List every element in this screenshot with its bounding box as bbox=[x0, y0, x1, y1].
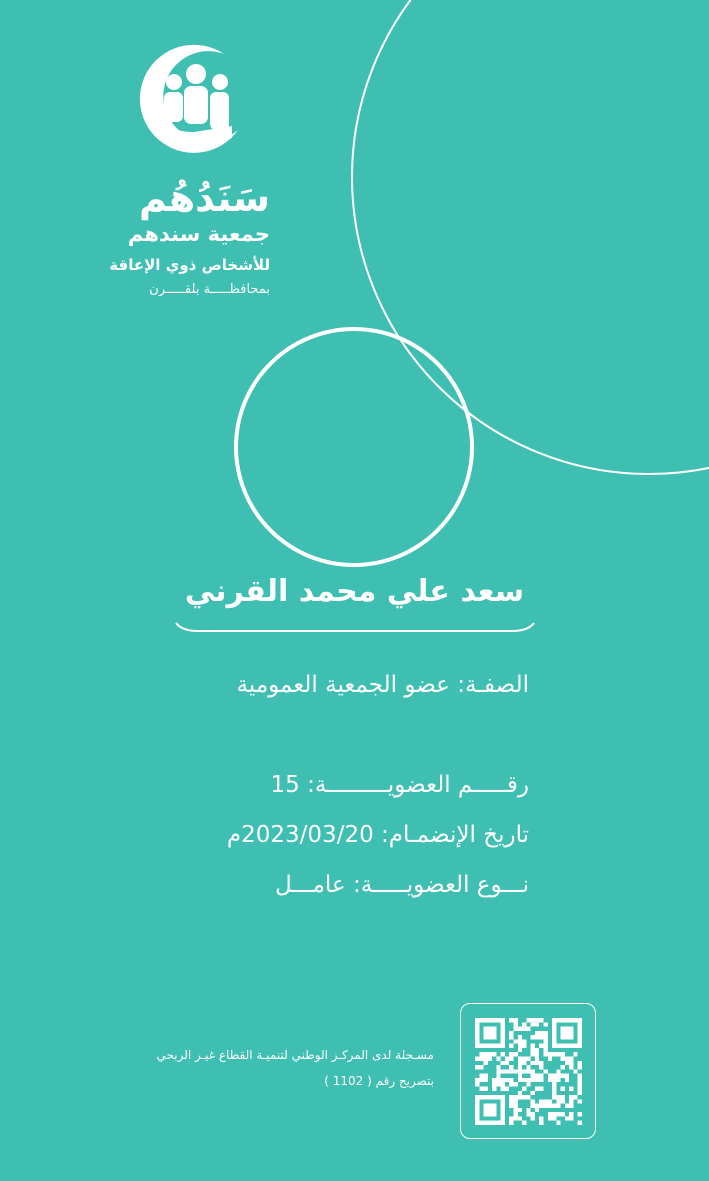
association-name: جمعية سندهم bbox=[127, 222, 270, 246]
member-role: الصفـة: عضو الجمعية العمومية bbox=[236, 672, 529, 698]
membership-number: رقـــــم العضويـــــــــة: 15 bbox=[270, 772, 529, 798]
logo-wordmark: سَنَدُهُم bbox=[139, 176, 270, 220]
join-date: تاريخ الإنضمـام: 2023/03/20م bbox=[226, 822, 529, 848]
qr-code bbox=[475, 1018, 582, 1125]
registration-note: مسـجلة لدى المركـز الوطني لتنميـة القطاع غيـر الربحي bbox=[156, 1048, 434, 1062]
permit-number: بتصريح رقم ( 1102 ) bbox=[324, 1074, 434, 1088]
association-tagline: للأشخاص ذوي الإعاقة bbox=[109, 256, 270, 274]
people-in-hand-icon bbox=[136, 40, 256, 160]
member-name: سعد علي محمد القرني bbox=[184, 574, 525, 609]
membership-type: نـــوع العضويـــــة: عامـــل bbox=[274, 872, 529, 898]
qr-code-frame bbox=[460, 1003, 596, 1139]
member-photo-frame bbox=[234, 327, 474, 567]
association-logo bbox=[100, 40, 300, 310]
name-underline bbox=[174, 611, 536, 633]
association-location: بمحافظـــــة بلقـــــرن bbox=[149, 282, 270, 297]
